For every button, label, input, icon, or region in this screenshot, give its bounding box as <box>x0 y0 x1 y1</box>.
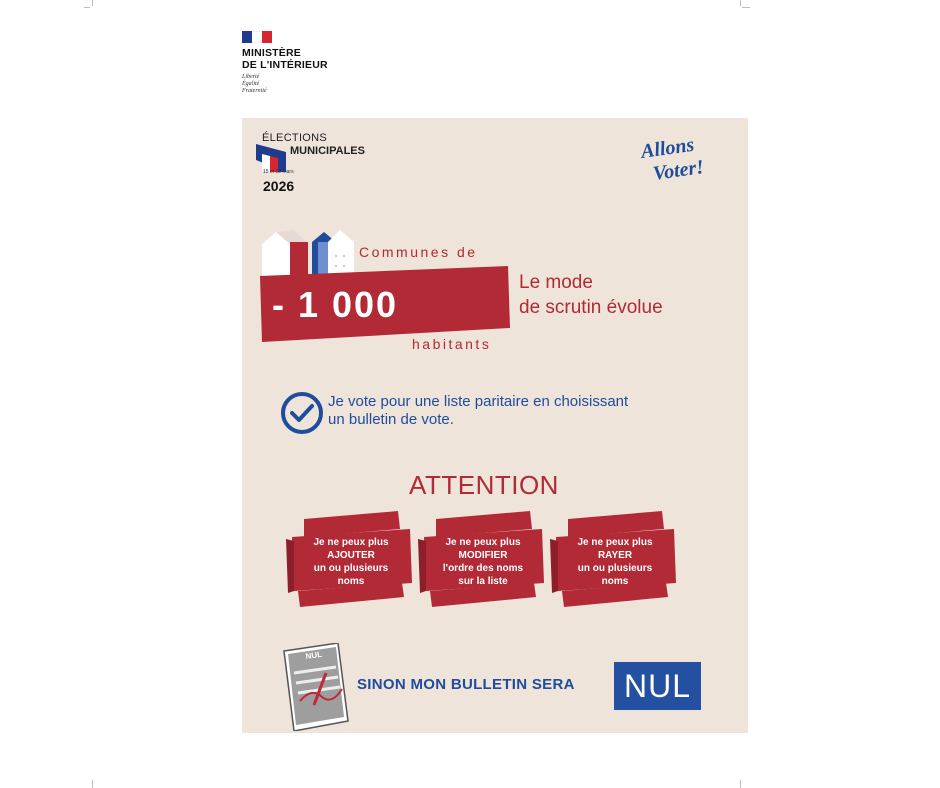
rule-verb: MODIFIER <box>458 550 508 561</box>
rule-line: Je ne peux plus <box>313 537 389 548</box>
rule-ribbon-rayer <box>550 511 680 621</box>
attention-heading: ATTENTION <box>409 470 559 500</box>
crop-mark <box>92 0 93 6</box>
rule-ribbon-modifier <box>418 511 548 621</box>
ministry-line2: DE L'INTÉRIEUR <box>242 59 328 71</box>
null-ballot-icon <box>280 643 352 731</box>
rule-line: un ou plusieurs <box>577 563 653 574</box>
motto-egalite: Égalité <box>242 81 260 87</box>
paper-label: NUL <box>305 649 323 661</box>
rule-verb: AJOUTER <box>327 550 375 561</box>
election-title: ÉLECTIONS <box>262 132 328 144</box>
rule-verb: RAYER <box>597 550 633 561</box>
habitants-label: habitants <box>412 336 492 352</box>
allons-voter-logo <box>640 130 718 188</box>
mode-heading <box>519 270 663 320</box>
checkmark-circle-icon <box>280 391 324 435</box>
republic-flag-logo <box>242 31 272 43</box>
rule-line: Je ne peux plus <box>445 537 521 548</box>
election-year: 2026 <box>263 178 295 194</box>
warning-text: SINON MON BULLETIN SERA <box>357 676 575 693</box>
crop-mark <box>740 0 741 6</box>
nul-badge: NUL <box>614 662 701 710</box>
slogan-line2: Voter! <box>651 156 706 185</box>
vote-instruction <box>328 393 628 429</box>
crop-mark <box>92 780 93 788</box>
vote-line2: un bulletin de vote. <box>328 411 454 428</box>
slogan-line1: Allons <box>640 133 696 163</box>
ministry-line1: MINISTÈRE <box>242 47 301 59</box>
rule-line: Je ne peux plus <box>577 537 653 548</box>
crop-mark <box>742 7 750 8</box>
poster <box>242 118 748 733</box>
crop-mark <box>740 780 741 788</box>
motto-fraternite: Fraternité <box>242 88 267 94</box>
mode-line1: Le mode <box>519 272 593 293</box>
ministry-name <box>242 47 328 71</box>
republic-motto <box>242 74 267 95</box>
population-threshold: - 1 000 <box>272 284 399 325</box>
motto-liberte: Liberté <box>242 74 260 80</box>
election-dates: 15 et 22 mars <box>263 169 294 175</box>
rule-line: noms <box>337 576 365 587</box>
communes-label: Communes de <box>359 244 478 260</box>
rule-line: noms <box>601 576 629 587</box>
rule-line: l'ordre des noms <box>442 563 524 574</box>
election-logo-icon <box>256 142 292 172</box>
election-subtitle: MUNICIPALES <box>290 145 365 157</box>
rule-line: sur la liste <box>458 576 508 587</box>
crop-mark <box>84 7 90 8</box>
rule-line: un ou plusieurs <box>313 563 389 574</box>
vote-line1: Je vote pour une liste paritaire en choisissant <box>328 393 629 410</box>
rule-ribbon-ajouter <box>286 511 416 621</box>
mode-line2: de scrutin évolue <box>519 297 663 318</box>
